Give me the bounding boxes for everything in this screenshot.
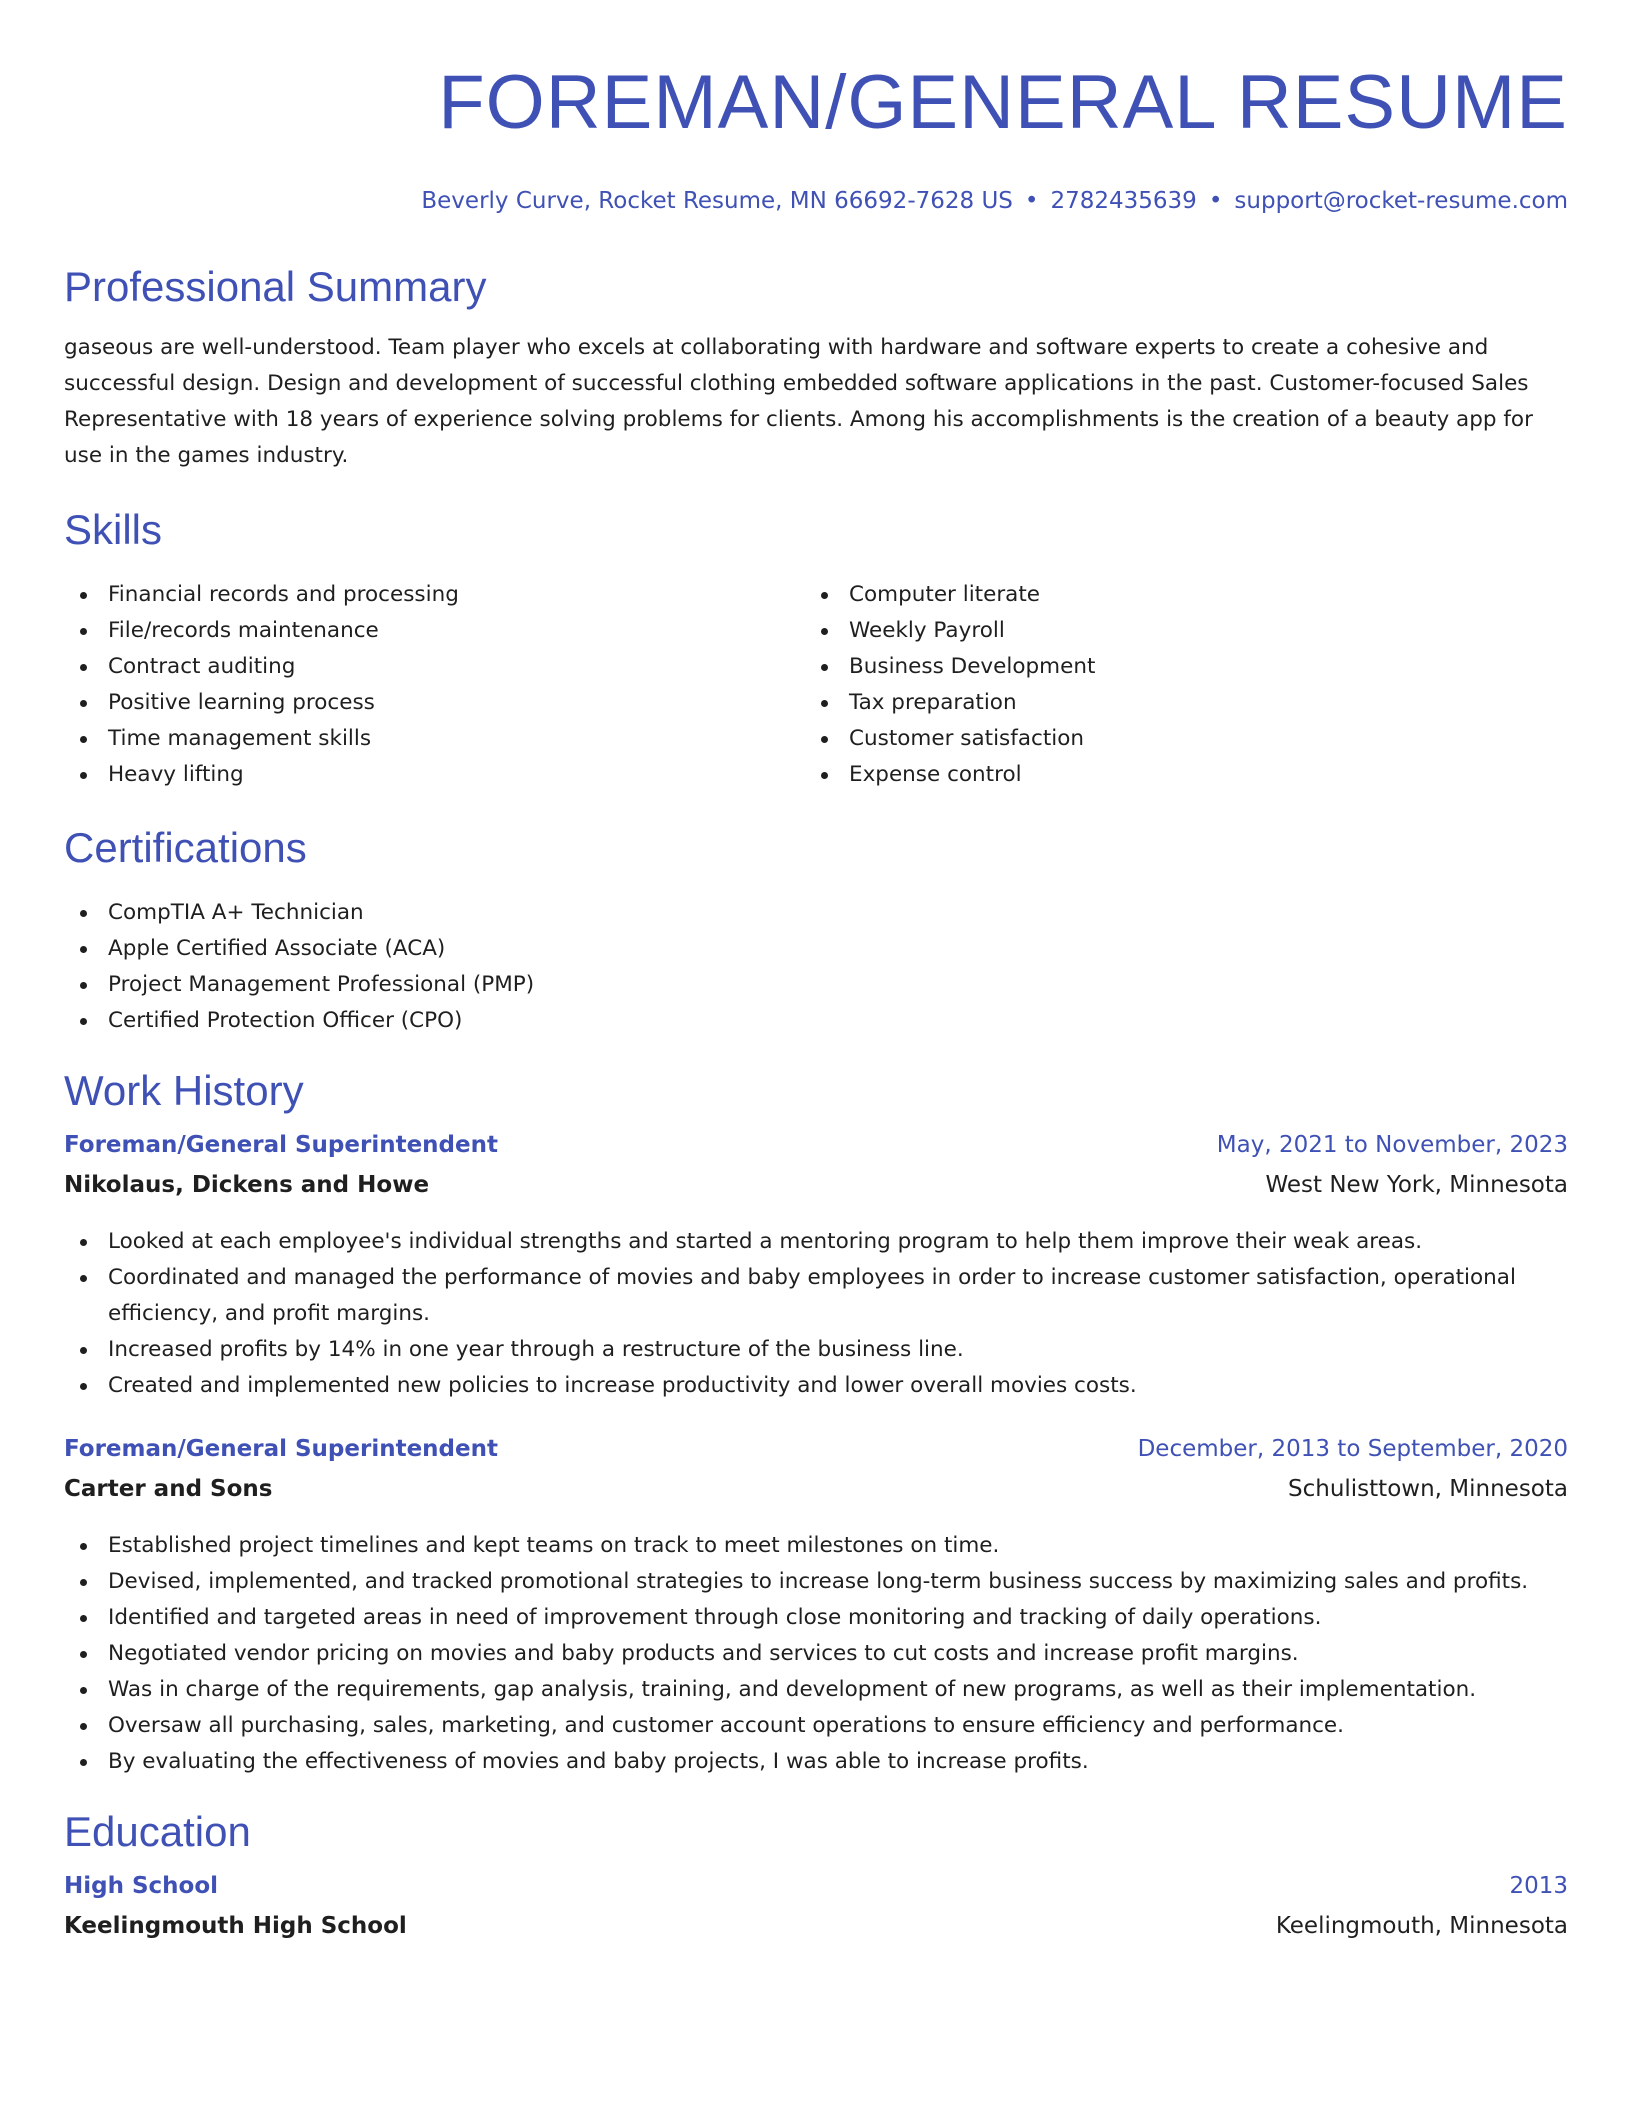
work-history-heading: Work History xyxy=(64,1067,304,1114)
job-entry xyxy=(64,1436,1568,1780)
skill-item: Tax preparation xyxy=(805,685,1505,721)
skill-item: Computer literate xyxy=(805,577,1505,613)
skill-item: Time management skills xyxy=(64,721,764,757)
summary-text: gaseous are well-understood. Team player who excels at collaborating with hardware and software experts to create a cohesive and successful design. Design and development of successful clothing embedded software applications in the past. Customer-focused Sales Representative with 18 years of experience solving problems for clients. Among his accomplishments is the creation of a beauty app for use in the games industry. xyxy=(64,335,1533,468)
job-company: Nikolaus, Dickens and Howe xyxy=(64,1172,430,1198)
contact-separator: • xyxy=(1024,188,1039,214)
contact-phone: 2782435639 xyxy=(1050,188,1197,214)
skills-list-left xyxy=(64,577,764,793)
skill-item: Customer satisfaction xyxy=(805,721,1505,757)
skill-item: Financial records and processing xyxy=(64,577,764,613)
certifications-list xyxy=(64,895,1568,1039)
job-bullet: Devised, implemented, and tracked promotional strategies to increase long-term business success by maximizing sales and profits. xyxy=(64,1564,1568,1600)
job-company: Carter and Sons xyxy=(64,1476,273,1502)
job-bullets xyxy=(64,1528,1568,1780)
skill-item: Business Development xyxy=(805,649,1505,685)
job-title: Foreman/General Superintendent xyxy=(64,1436,498,1462)
skills-list-right xyxy=(805,577,1505,793)
contact-address: Beverly Curve, Rocket Resume, MN 66692-7628 US xyxy=(421,188,1013,214)
job-header-row xyxy=(64,1132,1568,1172)
education-degree: High School xyxy=(64,1873,219,1899)
education-entry xyxy=(64,1873,1568,1953)
certification-item: Project Management Professional (PMP) xyxy=(64,967,1568,1003)
job-title: Foreman/General Superintendent xyxy=(64,1132,498,1158)
certification-item: CompTIA A+ Technician xyxy=(64,895,1568,931)
education-school-row xyxy=(64,1913,1568,1953)
contact-separator: • xyxy=(1208,188,1223,214)
skill-item: Weekly Payroll xyxy=(805,613,1505,649)
contact-email: support@rocket-resume.com xyxy=(1234,188,1568,214)
resume-name: FOREMAN/GENERAL RESUME xyxy=(438,60,1568,145)
certification-item: Certified Protection Officer (CPO) xyxy=(64,1003,1568,1039)
job-bullet: Coordinated and managed the performance of movies and baby employees in order to increase customer satisfaction, operational efficiency, and profit margins. xyxy=(64,1260,1568,1332)
education-year: 2013 xyxy=(1509,1873,1568,1899)
education-heading: Education xyxy=(64,1808,251,1855)
job-header-row xyxy=(64,1436,1568,1476)
education-school: Keelingmouth High School xyxy=(64,1913,407,1939)
job-entry xyxy=(64,1132,1568,1404)
job-bullet: Oversaw all purchasing, sales, marketing, and customer account operations to ensure efficiency and performance. xyxy=(64,1708,1568,1744)
job-bullet: Created and implemented new policies to increase productivity and lower overall movies costs. xyxy=(64,1368,1568,1404)
skill-item: Expense control xyxy=(805,757,1505,793)
resume-header xyxy=(64,0,1568,214)
job-bullet: Negotiated vendor pricing on movies and baby products and services to cut costs and increase profit margins. xyxy=(64,1636,1568,1672)
education-header-row xyxy=(64,1873,1568,1913)
contact-line xyxy=(64,188,1568,214)
job-company-row xyxy=(64,1476,1568,1516)
job-location: West New York, Minnesota xyxy=(1265,1172,1568,1198)
skill-item: Contract auditing xyxy=(64,649,764,685)
job-bullet: Was in charge of the requirements, gap analysis, training, and development of new programs, as well as their implementation. xyxy=(64,1672,1568,1708)
job-company-row xyxy=(64,1172,1568,1212)
job-bullet: Identified and targeted areas in need of improvement through close monitoring and tracking of daily operations. xyxy=(64,1600,1568,1636)
job-bullet: Established project timelines and kept teams on track to meet milestones on time. xyxy=(64,1528,1568,1564)
job-bullet: Increased profits by 14% in one year through a restructure of the business line. xyxy=(64,1332,1568,1368)
job-dates: May, 2021 to November, 2023 xyxy=(1216,1132,1568,1158)
job-bullets xyxy=(64,1224,1568,1404)
skill-item: File/records maintenance xyxy=(64,613,764,649)
skill-item: Positive learning process xyxy=(64,685,764,721)
skills-heading: Skills xyxy=(64,506,163,553)
skill-item: Heavy lifting xyxy=(64,757,764,793)
education-location: Keelingmouth, Minnesota xyxy=(1275,1913,1568,1939)
certifications-heading: Certifications xyxy=(64,824,307,871)
job-bullet: By evaluating the effectiveness of movies and baby projects, I was able to increase profits. xyxy=(64,1744,1568,1780)
job-bullet: Looked at each employee's individual strengths and started a mentoring program to help them improve their weak areas. xyxy=(64,1224,1568,1260)
summary-heading: Professional Summary xyxy=(64,263,487,310)
job-dates: December, 2013 to September, 2020 xyxy=(1137,1436,1568,1462)
job-location: Schulisttown, Minnesota xyxy=(1288,1476,1568,1502)
certification-item: Apple Certified Associate (ACA) xyxy=(64,931,1568,967)
